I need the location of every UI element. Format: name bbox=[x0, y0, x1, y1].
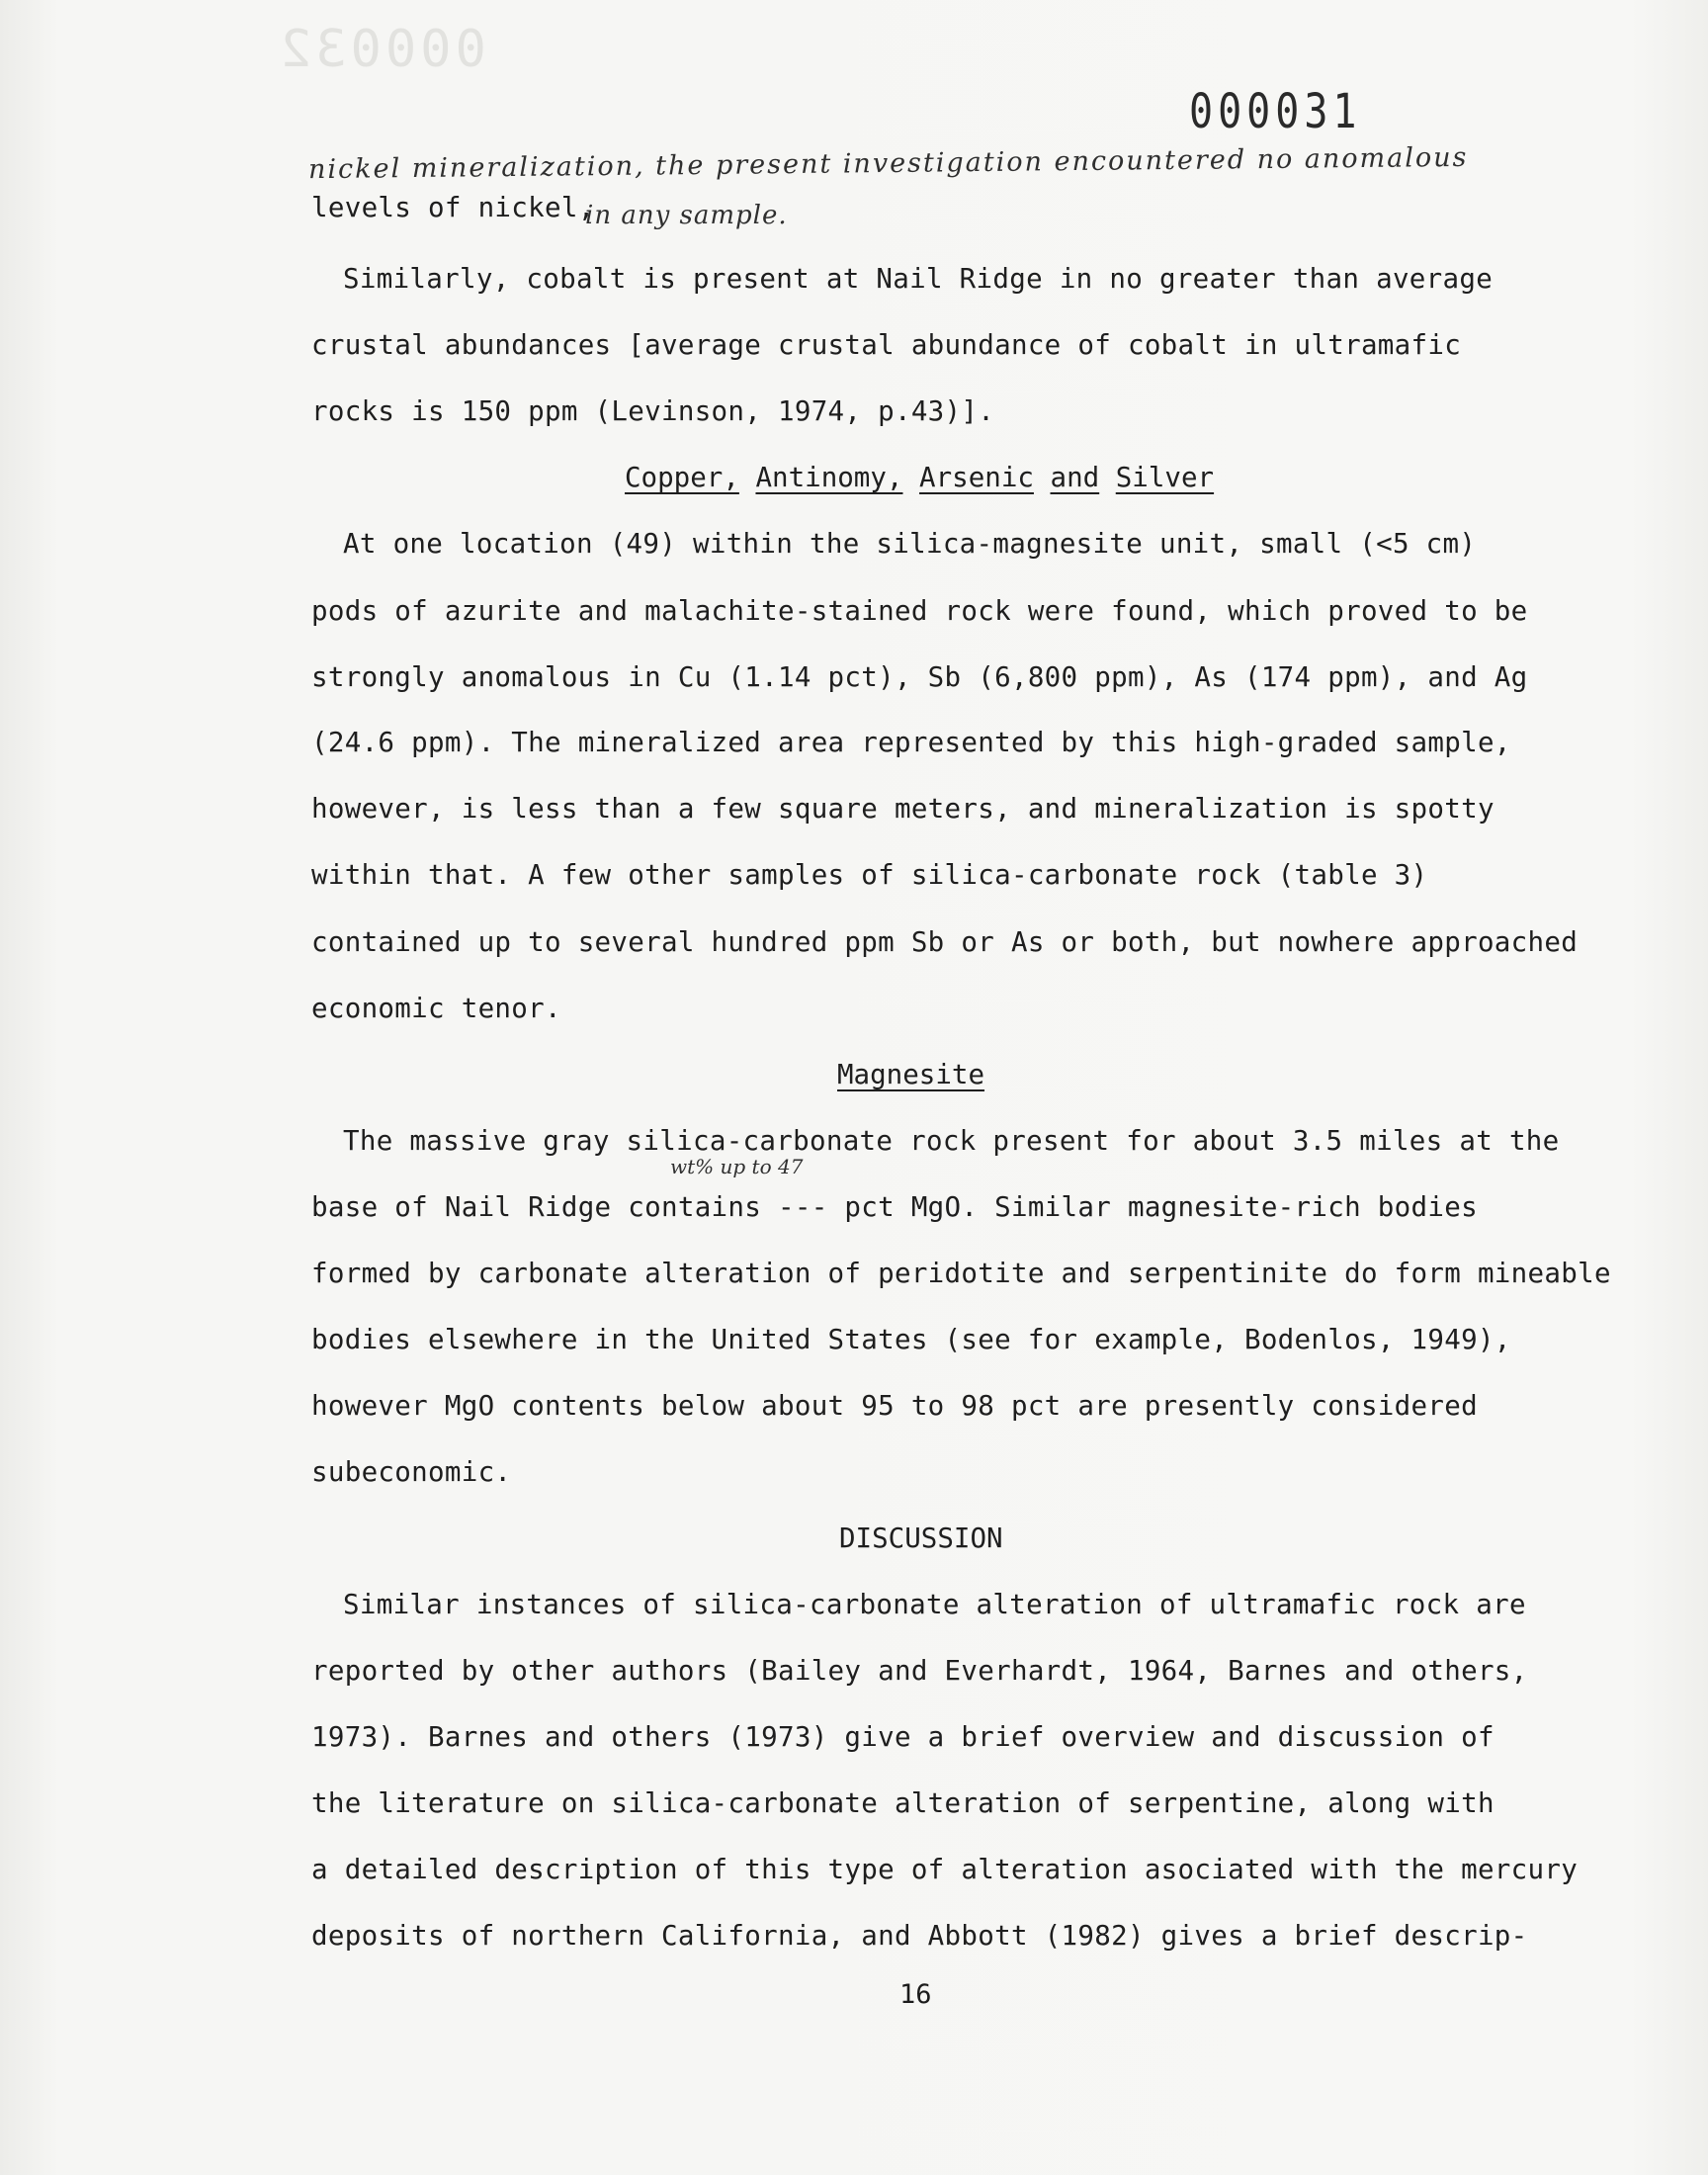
text-line: however, is less than a few square meters, and mineralization is spotty bbox=[311, 793, 1494, 825]
text-line: reported by other authors (Bailey and Everhardt, 1964, Barnes and others, bbox=[311, 1655, 1528, 1687]
heading-word: Antinomy, bbox=[755, 462, 903, 493]
text-line: base of Nail Ridge contains --- pct MgO. Similar magnesite-rich bodies bbox=[311, 1191, 1478, 1223]
text-line: bodies elsewhere in the United States (see for example, Bodenlos, 1949), bbox=[311, 1324, 1511, 1355]
text-line: pods of azurite and malachite-stained rock were found, which proved to be bbox=[311, 595, 1528, 627]
heading-word: Copper, bbox=[625, 462, 739, 493]
heading-word: and bbox=[1050, 462, 1100, 493]
heading-word: Arsenic bbox=[919, 462, 1034, 493]
text-line: At one location (49) within the silica-magnesite unit, small (<5 cm) bbox=[343, 528, 1477, 560]
text-line: crustal abundances [average crustal abundance of cobalt in ultramafic bbox=[311, 329, 1462, 361]
bleed-through-number: 000032 bbox=[277, 20, 486, 79]
heading-text: Magnesite bbox=[837, 1059, 985, 1090]
text-line: within that. A few other samples of silica-carbonate rock (table 3) bbox=[311, 859, 1428, 891]
text-line: economic tenor. bbox=[311, 993, 561, 1024]
text-line: subeconomic. bbox=[311, 1456, 512, 1488]
section-heading-copper bbox=[625, 462, 1214, 493]
text-line: the literature on silica-carbonate alteration of serpentine, along with bbox=[311, 1787, 1494, 1819]
page-number: 16 bbox=[899, 1979, 932, 2010]
text-line: however MgO contents below about 95 to 98 pct are presently considered bbox=[311, 1390, 1478, 1422]
text-line: a detailed description of this type of alteration asociated with the mercury bbox=[311, 1854, 1579, 1885]
handwritten-annotation-line2: in any sample. bbox=[585, 201, 788, 230]
handwritten-annotation-line1: nickel mineralization, the present investigation encountered no anomalous bbox=[307, 141, 1469, 186]
text-line: formed by carbonate alteration of peridotite and serpentinite do form mineable bbox=[311, 1258, 1611, 1289]
section-heading-magnesite bbox=[837, 1059, 984, 1090]
heading-word: Silver bbox=[1115, 462, 1215, 493]
text-line: levels of nickel, bbox=[311, 192, 595, 223]
text-line: Similarly, cobalt is present at Nail Ridge in no greater than average bbox=[343, 263, 1494, 295]
text-line: strongly anomalous in Cu (1.14 pct), Sb (6,800 ppm), As (174 ppm), and Ag bbox=[311, 661, 1528, 693]
text-line: contained up to several hundred ppm Sb or As or both, but nowhere approached bbox=[311, 926, 1579, 958]
text-line: deposits of northern California, and Abbott (1982) gives a brief descrip- bbox=[311, 1920, 1528, 1952]
text-line: rocks is 150 ppm (Levinson, 1974, p.43)]. bbox=[311, 395, 995, 427]
text-line: 1973). Barnes and others (1973) give a brief overview and discussion of bbox=[311, 1721, 1494, 1753]
text-line: The massive gray silica-carbonate rock present for about 3.5 miles at the bbox=[343, 1125, 1560, 1157]
document-number-stamp: 000031 bbox=[1189, 85, 1362, 140]
handwritten-insertion: wt% up to 47 bbox=[670, 1155, 804, 1178]
text-line: (24.6 ppm). The mineralized area represented by this high-graded sample, bbox=[311, 727, 1511, 758]
text-line: Similar instances of silica-carbonate alteration of ultramafic rock are bbox=[343, 1589, 1526, 1620]
section-heading-discussion: DISCUSSION bbox=[839, 1522, 1003, 1554]
